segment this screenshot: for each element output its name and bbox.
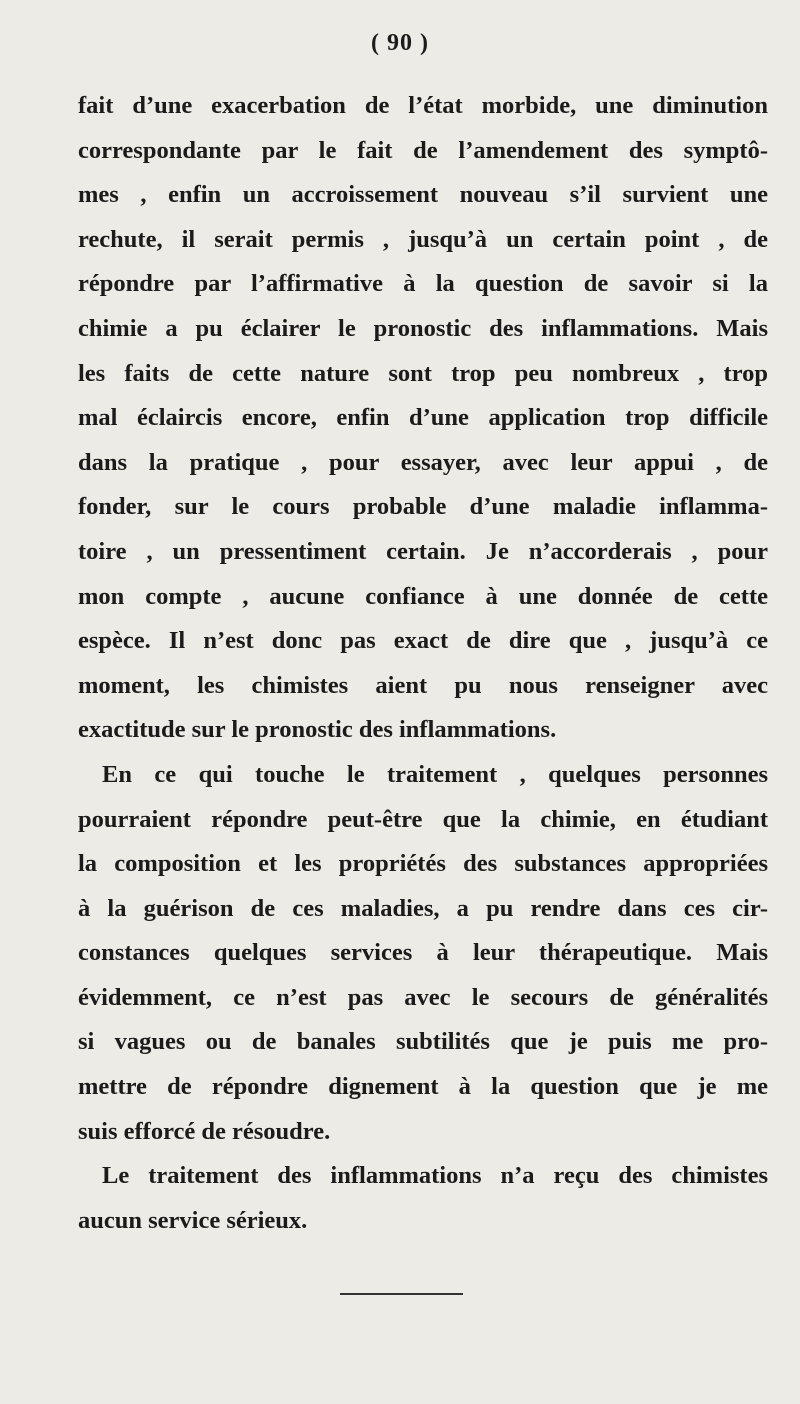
text-line: mettre de répondre dignement à la question que je me xyxy=(78,1073,768,1101)
text-line: pourraient répondre peut-être que la chimie, en étudiant xyxy=(78,805,768,833)
section-end-rule xyxy=(340,1293,463,1295)
text-line: correspondante par le fait de l’amendement des symptô- xyxy=(78,136,768,164)
page-number: ( 90 ) xyxy=(371,30,429,56)
text-line: rechute, il serait permis , jusqu’à un certain point , de xyxy=(78,225,768,253)
text-line: répondre par l’affirmative à la question de savoir si la xyxy=(78,270,768,298)
text-line: chimie a pu éclairer le pronostic des inflammations. Mais xyxy=(78,314,768,342)
text-line: mon compte , aucune confiance à une donnée de cette xyxy=(78,582,768,610)
text-line: évidemment, ce n’est pas avec le secours de généralités xyxy=(78,983,768,1011)
text-line: dans la pratique , pour essayer, avec leur appui , de xyxy=(78,448,768,476)
paragraph-end-line: exactitude sur le pronostic des inflammations. xyxy=(78,716,557,744)
text-line: espèce. Il n’est donc pas exact de dire que , jusqu’à ce xyxy=(78,627,768,655)
text-block xyxy=(78,84,768,1243)
text-line: fonder, sur le cours probable d’une maladie inflamma- xyxy=(78,493,768,521)
text-line: constances quelques services à leur thérapeutique. Mais xyxy=(78,939,768,967)
text-line: la composition et les propriétés des substances appropriées xyxy=(78,850,768,878)
paragraph-start-line: Le traitement des inflammations n’a reçu des chimistes xyxy=(102,1162,768,1190)
text-line: fait d’une exacerbation de l’état morbide, une diminution xyxy=(78,92,768,119)
text-line: les faits de cette nature sont trop peu nombreux , trop xyxy=(78,359,768,387)
text-line: toire , un pressentiment certain. Je n’accorderais , pour xyxy=(78,537,768,565)
text-line: si vagues ou de banales subtilités que je puis me pro- xyxy=(78,1028,768,1056)
text-line: mes , enfin un accroissement nouveau s’il survient une xyxy=(78,181,768,209)
paragraph-start-line: En ce qui touche le traitement , quelques personnes xyxy=(102,760,768,788)
paragraph-end-line: suis efforcé de résoudre. xyxy=(78,1117,331,1145)
text-line: mal éclaircis encore, enfin d’une application trop difficile xyxy=(78,404,768,432)
text-line: moment, les chimistes aient pu nous renseigner avec xyxy=(78,671,768,699)
paragraph-end-line: aucun service sérieux. xyxy=(78,1206,308,1234)
text-line: à la guérison de ces maladies, a pu rendre dans ces cir- xyxy=(78,894,768,922)
